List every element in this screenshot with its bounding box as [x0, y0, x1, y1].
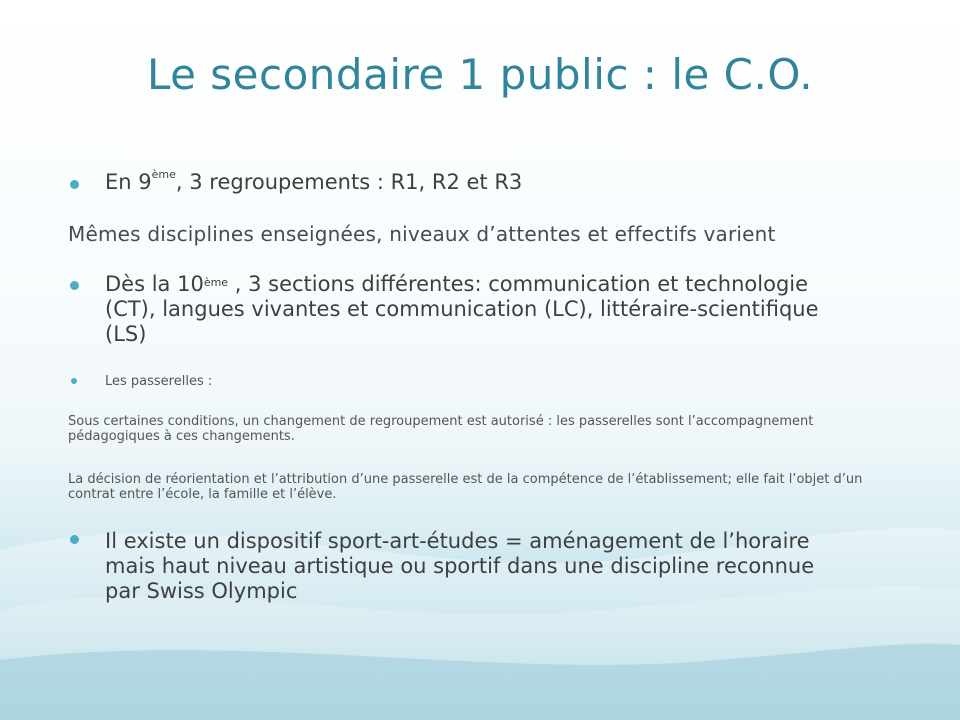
- bullet-icon: [70, 180, 79, 189]
- paragraph-decision: La décision de réorientation et l’attribution d’une passerelle est de la compétence de l’établissement; elle fait l’objet d’un contrat entre l’école, la famille et l’élève.: [68, 472, 863, 502]
- bullet-icon: [70, 535, 79, 544]
- bullet-icon: [70, 281, 79, 290]
- slide-title: Le secondaire 1 public : le C.O.: [146, 50, 814, 99]
- bullet-passerelles: Les passerelles :: [105, 374, 213, 389]
- bullet-sport-art-etudes: Il existe un dispositif sport-art-études = aménagement de l’horaire mais haut niveau artistique ou sportif dans une discipline reconnue par Swiss Olympic: [105, 529, 815, 603]
- paragraph-passerelles: Sous certaines conditions, un changement de regroupement est autorisé : les passerelles sont l’accompagnement pédagogiques à ces changements.: [68, 414, 814, 444]
- bullet-regroupements: En 9ème, 3 regroupements : R1, R2 et R3: [105, 168, 523, 194]
- bullet-sections: Dès la 10ème , 3 sections différentes: communication et technologie (CT), langues vivantes et communication (LC), littéraire-scientifique (LS): [105, 272, 819, 346]
- paragraph-disciplines: Mêmes disciplines enseignées, niveaux d’attentes et effectifs varient: [68, 222, 776, 246]
- bullet-icon: [71, 378, 77, 384]
